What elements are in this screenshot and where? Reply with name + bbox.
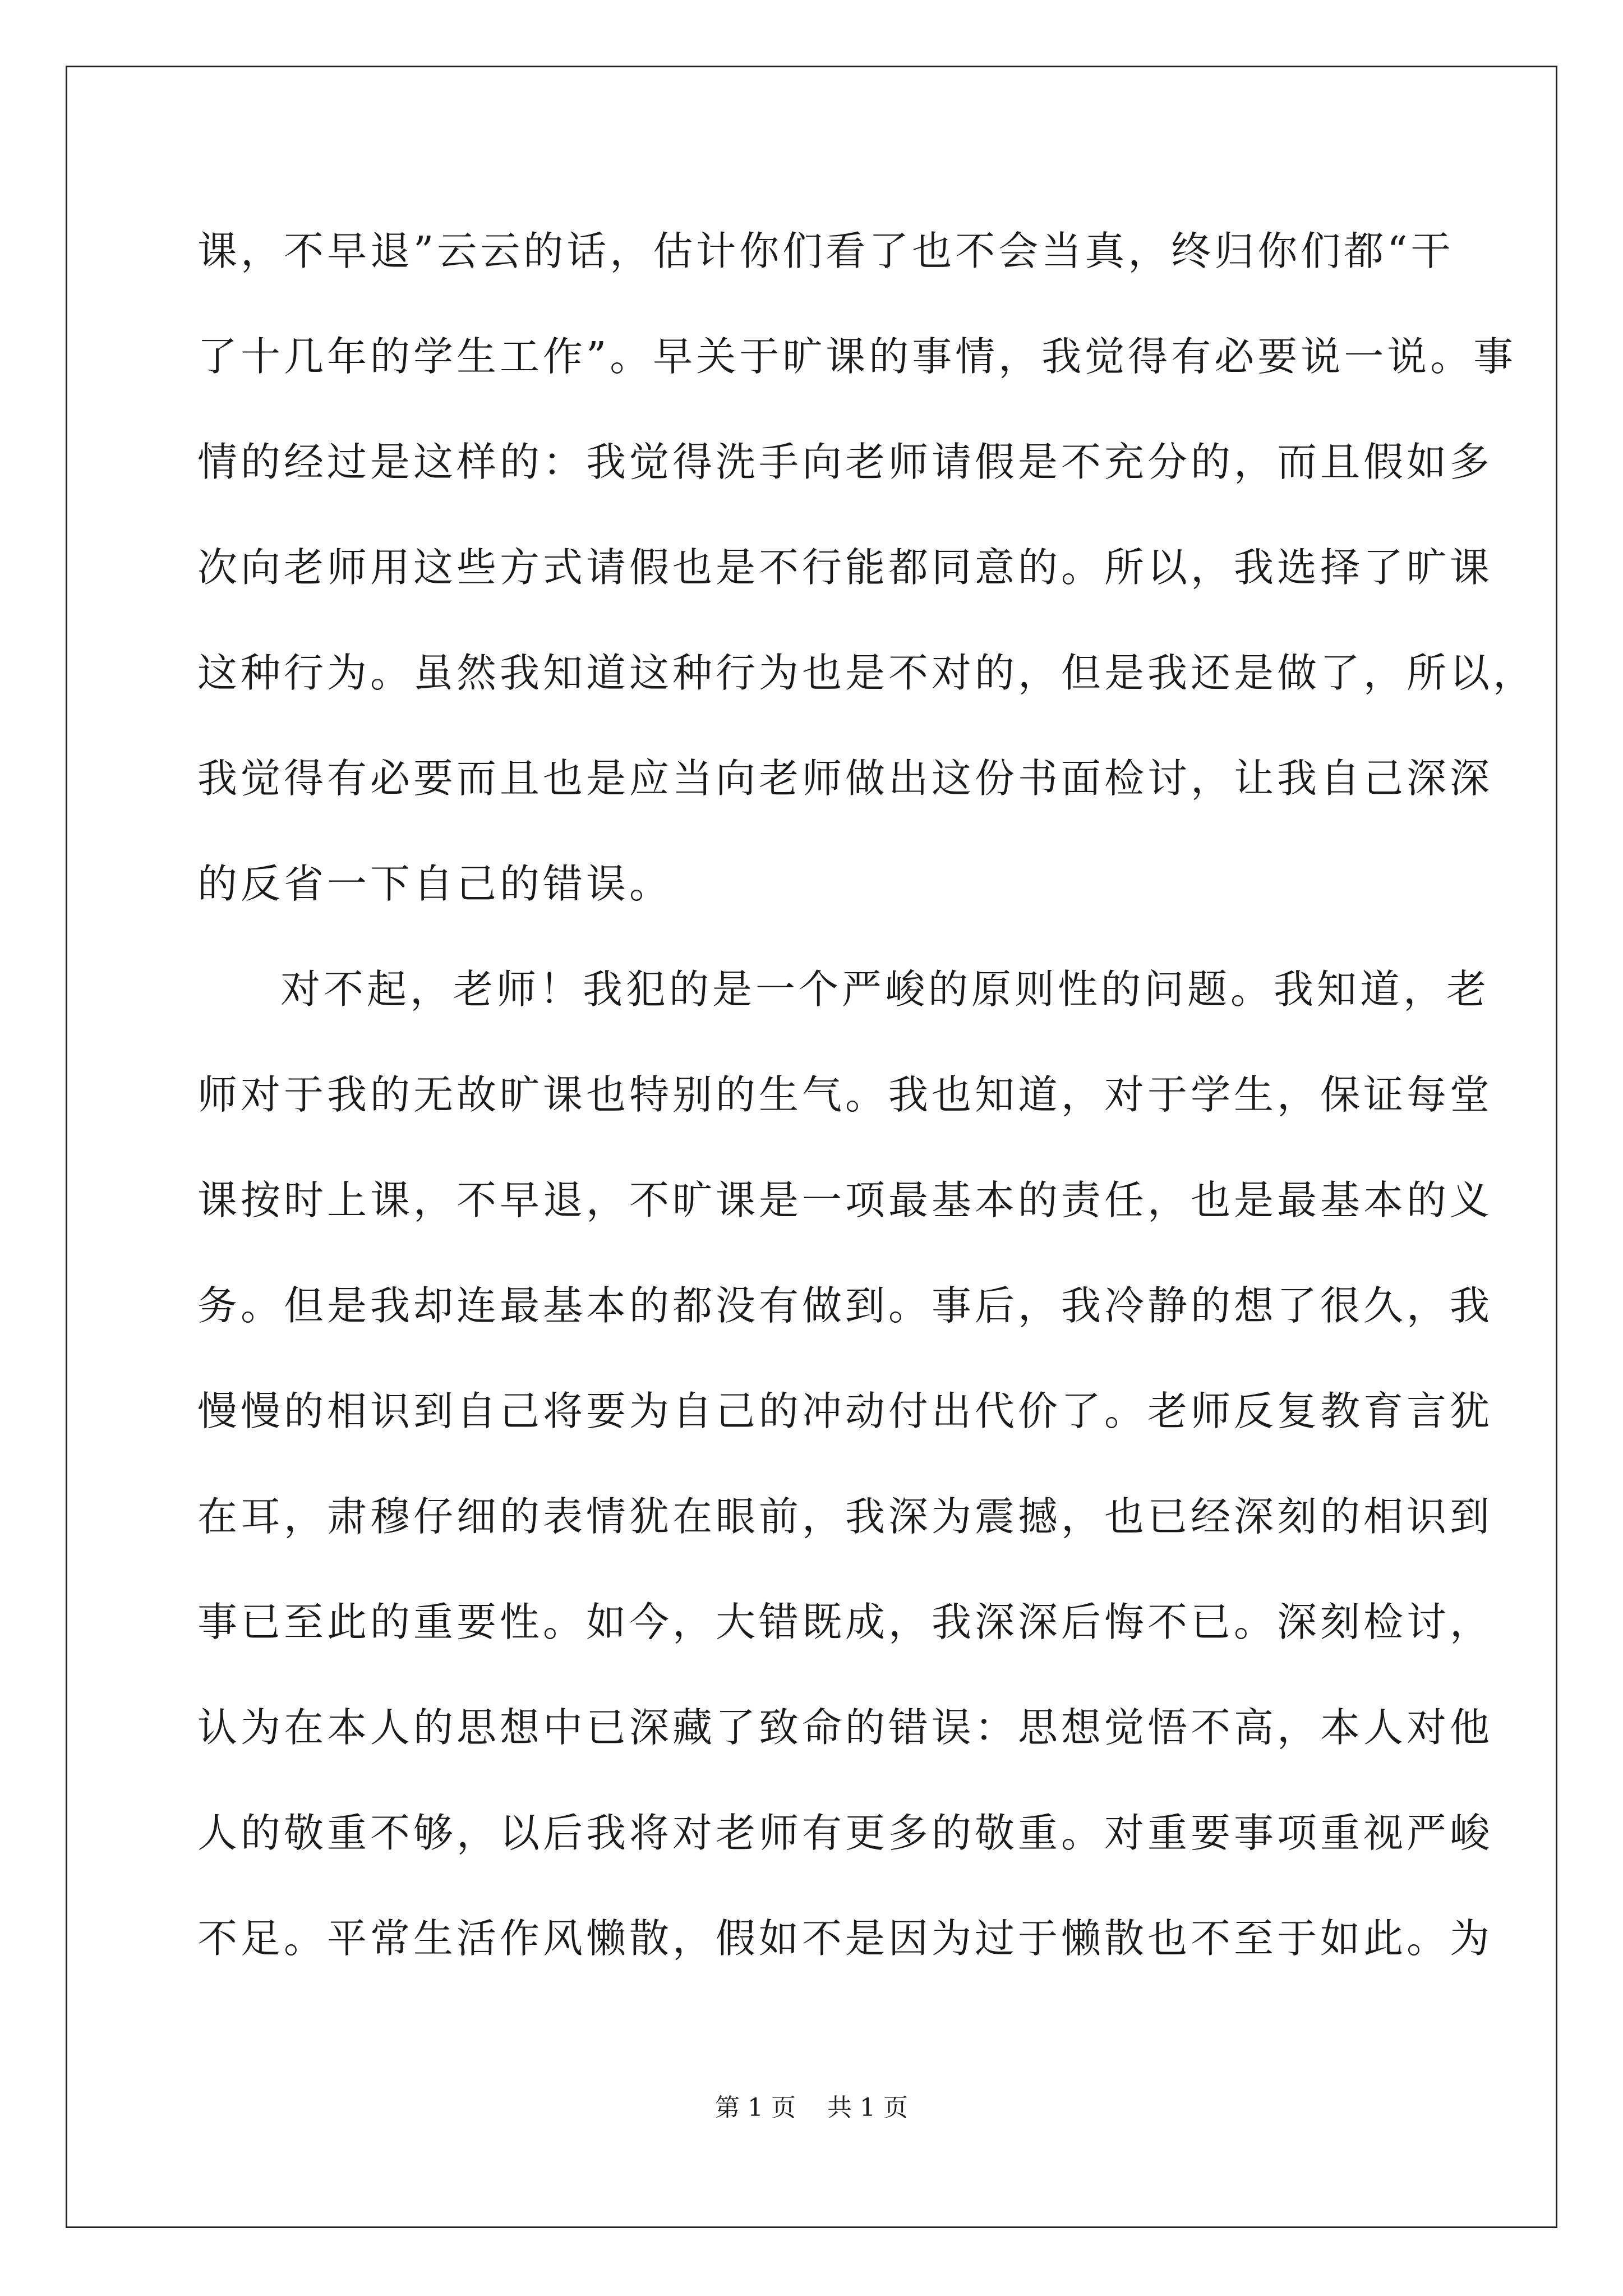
text-line: 不足。平常生活作风懒散，假如不是因为过于懒散也不至于如此。为 [197, 1915, 1493, 1962]
text-line: 课，不早退”云云的话，估计你们看了也不会当真，终归你们都“干 [197, 228, 1454, 274]
text-line: 这种行为。虽然我知道这种行为也是不对的，但是我还是做了，所以， [197, 650, 1537, 696]
text-line: 课按时上课，不早退，不旷课是一项最基本的责任，也是最基本的义 [197, 1177, 1493, 1223]
text-line: 的反省一下自己的错误。 [197, 861, 673, 907]
page-border [66, 66, 1557, 2228]
text-line: 慢慢的相识到自己将要为自己的冲动付出代价了。老师反复教育言犹 [197, 1388, 1493, 1434]
text-line: 次向老师用这些方式请假也是不行能都同意的。所以，我选择了旷课 [197, 544, 1493, 591]
text-line: 我觉得有必要而且也是应当向老师做出这份书面检讨，让我自己深深 [197, 755, 1493, 802]
page-footer [0, 2091, 1623, 2125]
text-line: 在耳，肃穆仔细的表情犹在眼前，我深为震撼，也已经深刻的相识到 [197, 1493, 1493, 1540]
text-line: 师对于我的无故旷课也特别的生气。我也知道，对于学生，保证每堂 [197, 1071, 1493, 1118]
text-line: 人的敬重不够，以后我将对老师有更多的敬重。对重要事项重视严峻 [197, 1810, 1493, 1856]
page-total: 共 1 页 [827, 2093, 908, 2122]
page-number: 第 1 页 [715, 2093, 796, 2122]
text-line: 了十几年的学生工作”。早关于旷课的事情，我觉得有必要说一说。事 [197, 333, 1517, 380]
text-line: 认为在本人的思想中已深藏了致命的错误：思想觉悟不高，本人对他 [197, 1704, 1493, 1751]
text-line: 情的经过是这样的：我觉得洗手向老师请假是不充分的，而且假如多 [197, 439, 1493, 485]
paragraph-start-line: 对不起，老师！我犯的是一个严峻的原则性的问题。我知道，老 [280, 966, 1490, 1013]
text-line: 事已至此的重要性。如今，大错既成，我深深后悔不已。深刻检讨， [197, 1599, 1493, 1645]
text-line: 务。但是我却连最基本的都没有做到。事后，我冷静的想了很久，我 [197, 1282, 1493, 1329]
